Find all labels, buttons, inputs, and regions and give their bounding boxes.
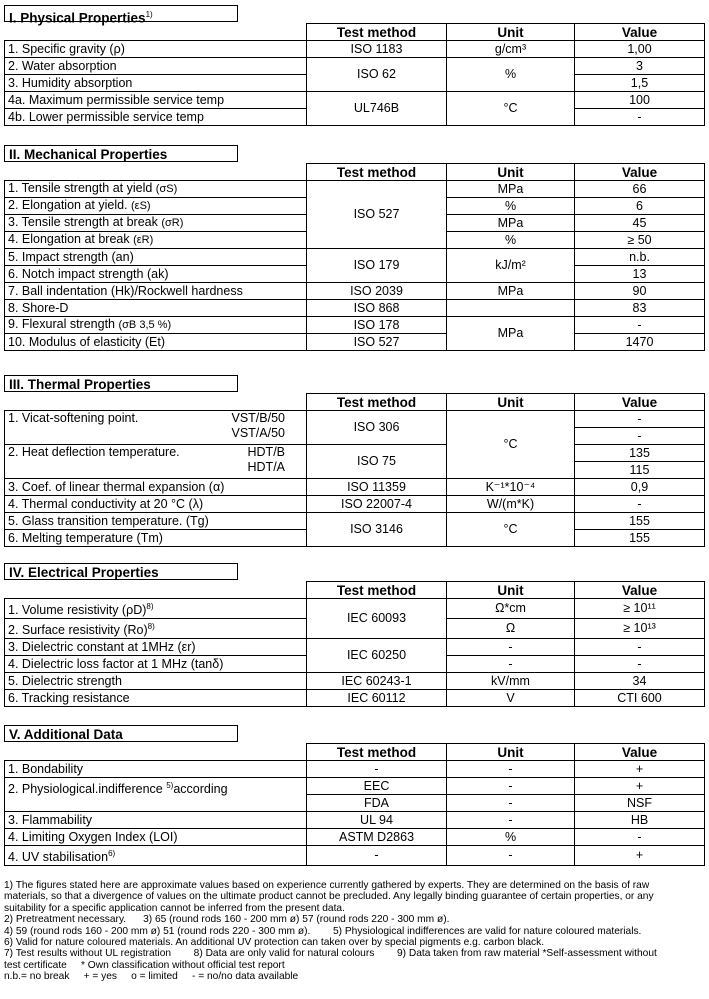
additional-table [4,743,705,866]
mechanical-table [4,163,705,351]
table-row: 115 [5,462,705,479]
table-row: 4. Dielectric loss factor at 1 MHz (tanδ) - - [5,656,705,673]
table-row: 7. Ball indentation (Hk)/Rockwell hardness ISO 2039 MPa 90 [5,283,705,300]
table-row: 4. Limiting Oxygen Index (LOI) ASTM D2863 % - [5,829,705,846]
table-row: 6. Tracking resistance IEC 60112 V CTI 600 [5,690,705,707]
table-header: Test method Unit Value [5,164,705,181]
mechanical-section-title [4,145,238,162]
table-header: Test method Unit Value [5,582,705,599]
physical-table [4,23,705,126]
table-row: 3. Dielectric constant at 1MHz (εr) IEC 60250 - - [5,639,705,656]
table-row: 6. Notch impact strength (ak) 13 [5,266,705,283]
footnote-line: test certificate * Own classification without official test report [4,959,285,971]
table-row: 2. Physiological.indifference $^{5)}$according EEC - + [5,778,705,795]
table-row: 1. Vicat-softening point. VST/B/50 VST/A/50 ISO 306 °C - [5,411,705,428]
table-row: 5. Glass transition temperature. (Tg) ISO 3146 °C 155 [5,513,705,530]
additional-section-title [4,725,238,742]
footnotes [4,880,704,983]
thermal-title: III. Thermal Properties [4,375,238,392]
header-value: Value [575,24,705,41]
table-row: 3. Coef. of linear thermal expansion (α) ISO 11359 K⁻¹*10⁻⁴ 0,9 [5,479,705,496]
table-row: 3. Flammability UL 94 - HB [5,812,705,829]
footnote-line: 6) Valid for nature coloured materials. An additional UV protection can taken over by special pigments e.g. carbon black. [4,937,545,949]
table-row: FDA - NSF [5,795,705,812]
table-row: 1. Specific gravity (ρ) ISO 1183 g/cm³ 1,00 [5,41,705,58]
footnote-line: materials, so that a divergence of values on the ultimate product cannot be precluded. Any legally binding guarantee of certain properties, or any [4,891,654,903]
table-row: - [5,428,705,445]
header-unit: Unit [447,24,575,41]
table-row: 4. Thermal conductivity at 20 °C (λ) ISO 22007-4 W/(m*K) - [5,496,705,513]
table-row: 1. Volume resistivity $(\rho D)^{8)}$ IEC 60093 Ω*cm ≥ 10¹¹ [5,599,705,619]
table-header: Test method Unit Value [5,394,705,411]
table-row: 8. Shore-D ISO 868 83 [5,300,705,317]
electrical-table [4,581,705,707]
thermal-section-title [4,375,238,392]
physical-section-title [4,5,238,26]
table-row: 2. Surface resistivity $(Ro)^{8)}$ Ω ≥ 10¹³ [5,619,705,639]
table-row: 5. Impact strength (an) ISO 179 kJ/m² n.b. [5,249,705,266]
table-row: 1. Tensile strength at yield (σS) ISO 527 MPa 66 [5,181,705,198]
footnote-line: 1) The figures stated here are approximate values based on experience currently gathered by experts. They are determined on the basis of raw [4,880,650,891]
footnote-line: 4) 59 (round rods 160 - 200 mm ø) 51 (round rods 220 - 300 mm ø). 5) Physiological indifferences are valid for nature coloured materials. [4,925,642,937]
table-row: 4a. Maximum permissible service temp UL746B °C 100 [5,92,705,109]
physical-title: I. Physical Properties [9,10,146,26]
table-header [5,24,705,41]
electrical-section-title [4,563,238,580]
mechanical-title: II. Mechanical Properties [4,145,238,162]
table-row: 2. Heat deflection temperature. HDT/B HDT/A ISO 75 135 [5,445,705,462]
thermal-table [4,393,705,547]
table-row: 6. Melting temperature (Tm) 155 [5,530,705,547]
footnote-line: 2) Pretreatment necessary. 3) 65 (round rods 160 - 200 mm ø) 57 (round rods 220 - 300 mm ø). [4,914,450,926]
electrical-title: IV. Electrical Properties [4,563,238,580]
table-row: 3. Tensile strength at break (σR) MPa 45 [5,215,705,232]
table-row: 3. Humidity absorption 1,5 [5,75,705,92]
table-row: 4b. Lower permissible service temp - [5,109,705,126]
table-row: 5. Dielectric strength IEC 60243-1 kV/mm 34 [5,673,705,690]
physical-title-note: 1) [145,10,153,19]
table-row: 10. Modulus of elasticity (Et) ISO 527 1470 [5,334,705,351]
additional-title: V. Additional Data [4,725,238,742]
footnote-line: 7) Test results without UL registration 8) Data are only valid for natural colours 9) Data taken from raw material *Self-assessment without [4,948,657,960]
footnote-line: suitability for a specific application cannot be inferred from the present data. [4,902,345,914]
table-row: 4. UV stabilisation$^{6)}$ - - + [5,846,705,866]
table-header: Test method Unit Value [5,744,705,761]
table-row: 2. Elongation at yield. (εS) % 6 [5,198,705,215]
table-row: 2. Water absorption ISO 62 % 3 [5,58,705,75]
table-row: 4. Elongation at break (εR) % ≥ 50 [5,232,705,249]
table-row: 1. Bondability - - + [5,761,705,778]
header-method: Test method [307,24,447,41]
table-row: 9. Flexural strength (σB 3,5 %) ISO 178 MPa - [5,317,705,334]
footnote-line: n.b.= no break + = yes o = limited - = no/no data available [4,971,299,983]
